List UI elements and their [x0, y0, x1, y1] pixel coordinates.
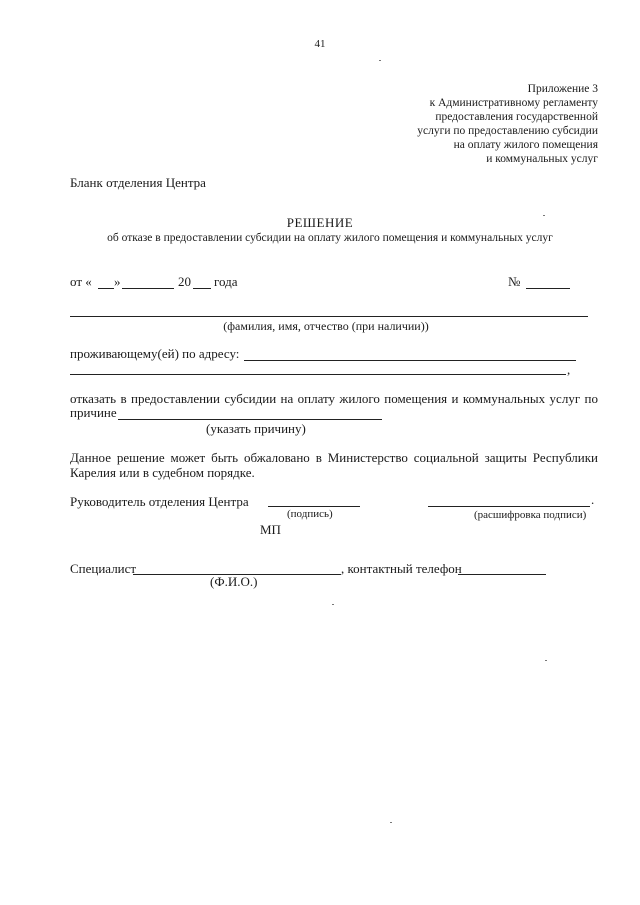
appendix-line: Приложение 3 — [527, 83, 598, 95]
date-quote-close: » — [114, 274, 121, 289]
year-prefix: 20 — [178, 274, 191, 289]
blank-label: Бланк отделения Центра — [70, 175, 206, 190]
appendix-block — [417, 82, 598, 166]
year-field[interactable] — [193, 288, 211, 289]
scan-speck — [543, 215, 545, 216]
appendix-line: на оплату жилого помещения — [453, 139, 598, 151]
appeal-text: Данное решение может быть обжаловано в Министерство социальной защиты Республики — [70, 450, 598, 465]
address-comma: , — [567, 362, 571, 377]
reason-caption: (указать причину) — [206, 421, 306, 436]
refusal-text: отказать в предоставлении субсидии на оплату жилого помещения и коммунальных услуг по — [70, 391, 598, 406]
number-label: № — [508, 274, 521, 289]
page-number: 41 — [314, 38, 326, 50]
document-title: РЕШЕНИЕ — [286, 215, 354, 230]
year-suffix: года — [214, 274, 238, 289]
scan-speck — [379, 60, 381, 61]
phone-field[interactable] — [458, 574, 546, 575]
appendix-line: услуги по предоставлению субсидии — [417, 125, 598, 137]
number-field[interactable] — [526, 288, 570, 289]
head-decode-field[interactable] — [428, 506, 590, 507]
decode-caption: (расшифровка подписи) — [474, 509, 587, 521]
head-label: Руководитель отделения Центра — [70, 494, 249, 509]
scan-speck — [332, 604, 334, 605]
month-field[interactable] — [122, 288, 174, 289]
address-field-line2[interactable] — [70, 374, 566, 375]
address-field[interactable] — [244, 360, 576, 361]
specialist-label: Специалист — [70, 561, 137, 576]
appendix-line: к Административному регламенту — [429, 97, 598, 109]
scan-speck — [545, 660, 547, 661]
fio-field[interactable] — [70, 316, 588, 317]
scan-speck — [390, 822, 392, 823]
head-signature-field[interactable] — [268, 506, 360, 507]
appendix-line: предоставления государственной — [435, 111, 598, 123]
day-field[interactable] — [98, 288, 114, 289]
phone-label: , контактный телефон — [341, 561, 462, 576]
stamp-label: МП — [260, 522, 281, 537]
date-from-label: от « — [70, 274, 92, 289]
address-label: проживающему(ей) по адресу: — [70, 346, 240, 361]
reason-label: причине — [70, 405, 117, 420]
head-dot: . — [591, 492, 595, 507]
fio-caption: (фамилия, имя, отчество (при наличии)) — [223, 319, 429, 333]
specialist-fio-caption: (Ф.И.О.) — [210, 574, 258, 589]
appendix-line: и коммунальных услуг — [486, 153, 598, 165]
reason-field[interactable] — [118, 419, 382, 420]
signature-caption: (подпись) — [287, 508, 333, 520]
document-subtitle: об отказе в предоставлении субсидии на оплату жилого помещения и коммунальных услуг — [107, 232, 553, 244]
appeal-text-line2: Карелия или в судебном порядке. — [70, 465, 255, 480]
